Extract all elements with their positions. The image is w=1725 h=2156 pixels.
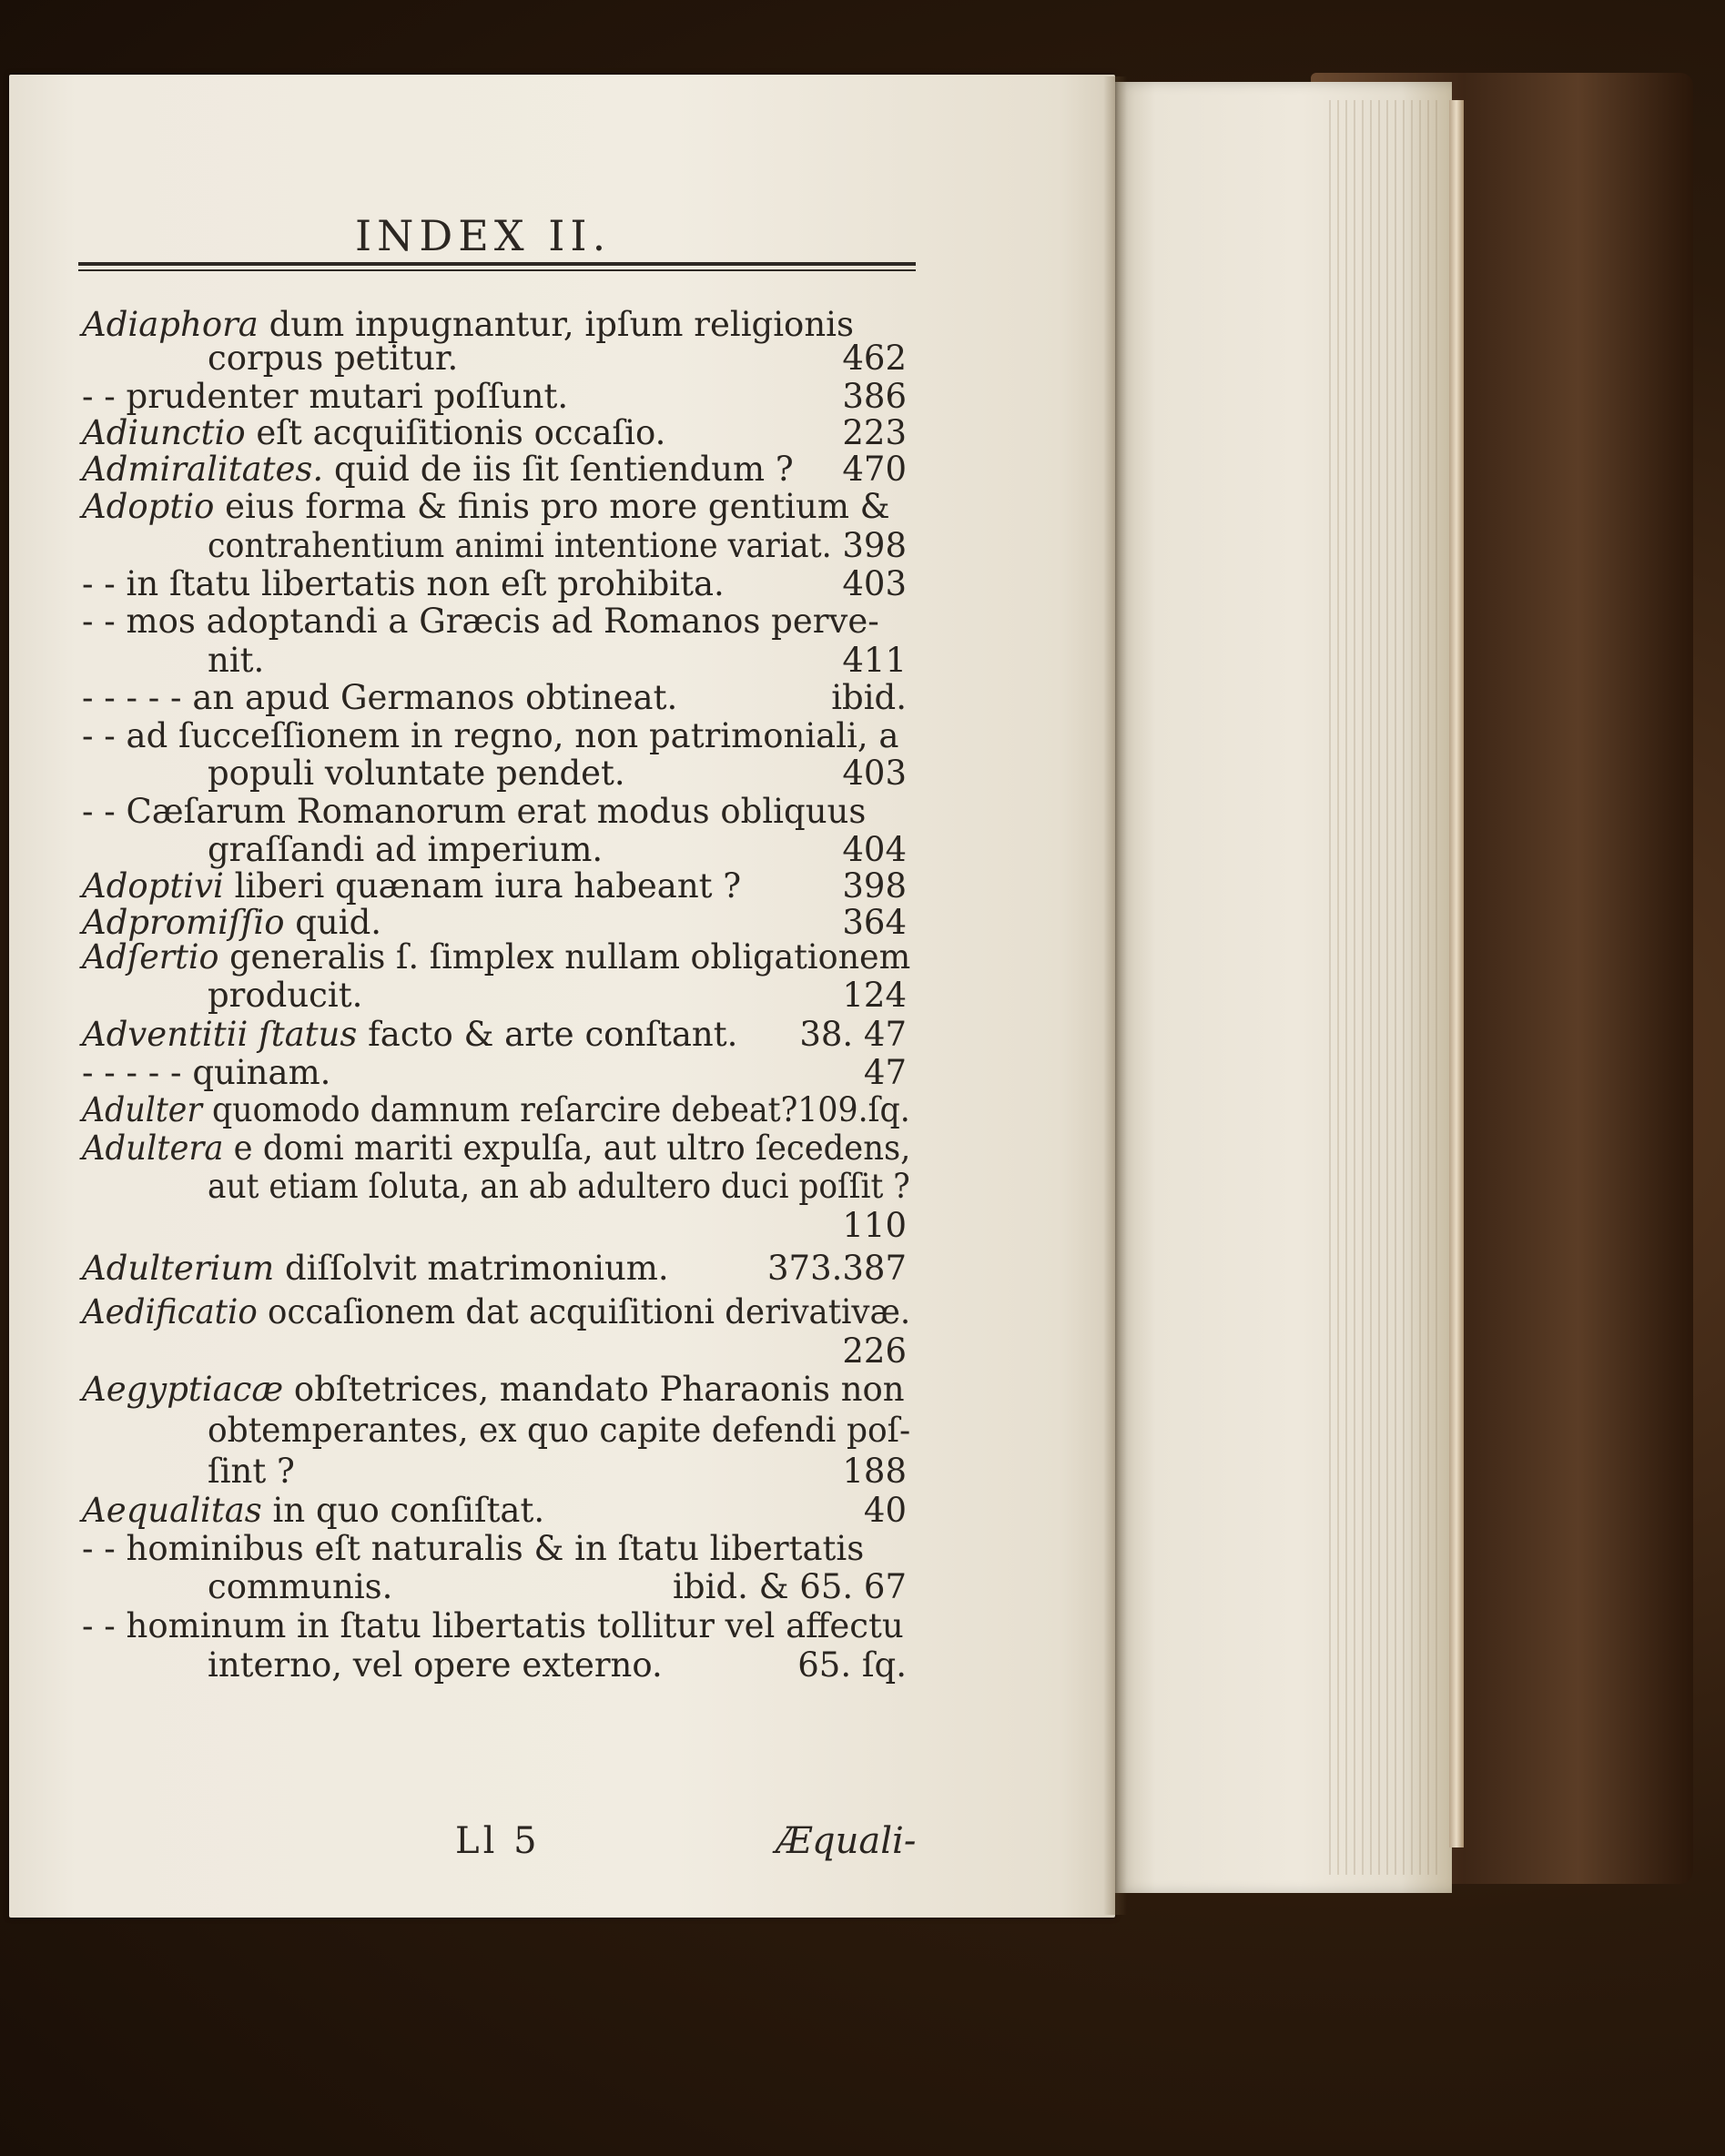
index-term: Aequalitas [82,1491,262,1530]
page-reference: 47 [863,1053,907,1092]
page-reference: 411 [842,641,907,680]
index-entry-line [208,1331,925,1372]
index-entry-line [82,1015,925,1055]
catchword: Æquali- [776,1820,917,1862]
index-entry-line [208,976,925,1016]
index-term: Aegyptiacæ [82,1370,284,1409]
index-text: interno, vel opere externo. [208,1645,663,1685]
index-entry-line [82,866,925,906]
index-text: dum inpugnantur, ipſum religionis [258,305,854,344]
index-entry-line [208,754,925,794]
ditto-dashes: - - [82,1606,127,1645]
index-text: diſſolvit matrimonium. [274,1249,669,1288]
index-term: Adoptio [82,487,215,526]
index-entry-line [82,377,925,417]
index-text: quinam. [192,1053,331,1092]
page-reference: 470 [842,450,907,489]
index-text: liberi quænam iura habeant ? [223,866,742,906]
index-entry-line [208,1167,925,1207]
page-reference: 364 [842,903,907,942]
index-text: eſt acquiſitionis occaſio. [245,413,666,452]
index-text: an apud Germanos obtineat. [192,678,678,717]
index-text: obtemperantes, ex quo capite defendi poſ- [208,1411,911,1450]
index-term: Adventitii ſtatus [82,1015,358,1054]
index-entry-line [82,1491,925,1531]
index-text: aut etiam ſoluta, an ab adultero duci poſſit ? [208,1167,910,1206]
index-text: ad ſucceſſionem in regno, non patrimoniali, a [126,716,899,755]
index-entry-line [208,1452,925,1492]
page-reference: 38. 47 [799,1015,907,1054]
page-reference: 404 [842,830,907,869]
index-entry-line [82,1129,925,1169]
index-text: obſtetrices, mandato Pharaonis non [283,1370,905,1409]
page-reference: 462 [842,339,907,378]
index-entry-line [208,1411,925,1451]
page-stack-edge [1329,100,1438,1875]
index-text: occaſionem dat acquiſitioni derivativæ. [257,1292,911,1331]
index-text: ſint ? [208,1452,295,1491]
ditto-dashes: - - [82,1529,127,1568]
index-entry-line [82,1529,925,1569]
page-reference: ibid. [831,678,907,717]
index-entry-line [208,641,925,681]
index-entry-line [82,716,925,756]
ditto-dashes: - - - - - [82,1053,193,1092]
index-text: e domi mariti expulſa, aut ultro ſecedens, [223,1129,911,1168]
index-text: prudenter mutari poſſunt. [126,377,569,416]
index-text: graſſandi ad imperium. [208,830,604,869]
index-term: Adiunctio [82,413,246,452]
index-entry-line [82,1292,925,1332]
index-entry-line [82,564,925,604]
page-block-edge [1449,100,1464,1847]
index-text: Cæſarum Romanorum erat modus obliquus [126,792,867,831]
ditto-dashes: - - [82,564,127,603]
index-text: hominum in ſtatu libertatis tollitur vel affectu [126,1606,904,1645]
index-entry-line [82,1370,925,1410]
index-term: Adſertio [82,937,219,977]
index-entry-line [82,1090,925,1130]
index-entry-line [208,526,925,566]
head-rule [78,262,916,277]
index-entry-line [208,830,925,870]
index-entry-line [82,1053,925,1093]
index-text: mos adoptandi a Græcis ad Romanos perve- [126,602,879,641]
ditto-dashes: - - - - - [82,678,193,717]
index-text: eius forma & finis pro more gentium & [214,487,890,526]
index-term: Adoptivi [82,866,224,906]
index-text: in quo conſiſtat. [261,1491,545,1530]
page-reference: 386 [842,377,907,416]
index-text: corpus petitur. [208,339,459,378]
index-entry-line [82,1606,925,1646]
index-text: populi voluntate pendet. [208,754,625,793]
ditto-dashes: - - [82,716,127,755]
ditto-dashes: - - [82,602,127,641]
index-entry-line [82,1249,925,1289]
index-text: generalis ſ. ſimplex nullam obligationem [218,937,911,977]
page-reference: 398 [842,526,907,565]
page-reference: 188 [842,1452,907,1491]
ditto-dashes: - - [82,377,127,416]
index-entry-line [82,413,925,453]
page-reference: 373.387 [766,1249,907,1288]
page-reference: 110 [842,1206,907,1245]
index-term: Adiaphora [82,305,259,344]
page-reference: 223 [842,413,907,452]
index-term: Admiralitates. [82,450,324,489]
index-entry-line [82,678,925,718]
index-entry-line [208,1567,925,1607]
index-text: quid de iis ſit ſentiendum ? [323,450,794,489]
running-head: INDEX II. [355,211,612,260]
page-reference: 124 [842,976,907,1015]
index-text: communis. [208,1567,393,1606]
index-text: contrahentium animi intentione variat. [208,526,832,565]
index-term: Aedificatio [82,1292,258,1331]
index-entry-line [82,487,925,527]
index-text: producit. [208,976,363,1015]
index-text: quomodo damnum reſarcire debeat?109.ſq. [201,1090,910,1129]
index-text: in ſtatu libertatis non eſt prohibita. [126,564,725,603]
index-text: nit. [208,641,265,680]
page-reference: ibid. & 65. 67 [673,1567,907,1606]
index-entry-line [82,602,925,642]
index-text: facto & arte conſtant. [357,1015,738,1054]
index-entry-line [82,937,925,977]
index-entry-line [208,1206,925,1246]
page-reference: 40 [863,1491,907,1530]
signature-mark: Ll 5 [455,1820,541,1862]
index-entry-line [208,1645,925,1685]
index-entry-line [208,339,925,379]
ditto-dashes: - - [82,792,127,831]
index-entry-line [82,792,925,832]
index-term: Adulter [82,1090,202,1129]
index-text: hominibus eſt naturalis & in ſtatu libertatis [126,1529,865,1568]
index-text: quid. [284,903,382,942]
index-term: Adulterium [82,1249,275,1288]
page-reference: 65. ſq. [797,1645,907,1685]
index-term: Adultera [82,1129,224,1168]
index-term: Adpromiſſio [82,903,285,942]
page-reference: 403 [842,754,907,793]
index-entry-line [82,450,925,490]
page-reference: 398 [842,866,907,906]
page-reference: 226 [842,1331,907,1371]
book-gutter [1103,76,1127,1915]
page-reference: 403 [842,564,907,603]
